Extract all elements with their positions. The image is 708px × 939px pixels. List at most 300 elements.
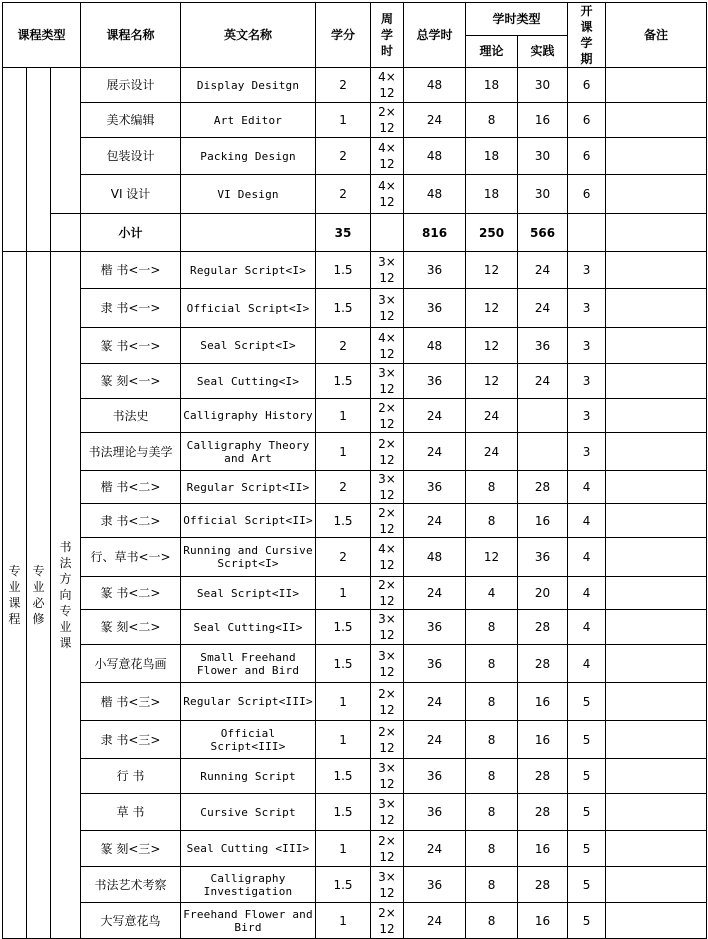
course-name: 篆 刻<三>: [81, 831, 181, 867]
course-weekly: [371, 289, 404, 328]
course-practice: 16: [518, 504, 568, 538]
course-practice: 28: [518, 471, 568, 504]
course-credit: 2: [316, 175, 371, 214]
course-weekly: [371, 68, 404, 103]
course-weekly: [371, 433, 404, 471]
weekly-bottom: 12: [379, 86, 395, 100]
header-theory: 理论: [466, 35, 518, 68]
course-practice: 28: [518, 759, 568, 794]
course-weekly: [371, 138, 404, 175]
table-row: [3, 759, 707, 794]
course-total: 24: [404, 433, 466, 471]
group-type: [3, 252, 27, 939]
course-weekly: [371, 471, 404, 504]
course-practice: 36: [518, 328, 568, 364]
course-name: 隶 书<二>: [81, 504, 181, 538]
course-name: 楷 书<三>: [81, 683, 181, 721]
weekly-bottom: 12: [379, 594, 395, 608]
course-total: 48: [404, 68, 466, 103]
table-row: [3, 103, 707, 138]
course-weekly: [371, 831, 404, 867]
weekly-bottom: 12: [379, 346, 395, 361]
course-english: Seal Cutting<I>: [181, 364, 316, 399]
top-type-cell: [3, 68, 27, 252]
weekly-top: 2×: [378, 105, 396, 119]
table-row: [3, 577, 707, 610]
table-row: [3, 683, 707, 721]
course-remark: [606, 504, 707, 538]
header-remark: 备注: [606, 3, 707, 68]
course-total: 48: [404, 538, 466, 577]
course-semester: 4: [568, 577, 606, 610]
course-weekly: [371, 610, 404, 645]
course-total: 36: [404, 794, 466, 831]
course-name: 楷 书<一>: [81, 252, 181, 289]
course-name: VI 设计: [81, 175, 181, 214]
course-theory: 8: [466, 867, 518, 903]
weekly-bottom: 12: [379, 777, 395, 791]
course-total: 24: [404, 721, 466, 759]
vertical-char: 专: [59, 604, 72, 618]
course-theory: 8: [466, 683, 518, 721]
course-theory: 8: [466, 610, 518, 645]
course-credit: 1: [316, 831, 371, 867]
table-row: [3, 645, 707, 683]
course-weekly: [371, 252, 404, 289]
vertical-char: 程: [8, 612, 21, 626]
table-row: [3, 903, 707, 939]
weekly-top: 3×: [378, 293, 396, 307]
vertical-char: 方: [59, 572, 72, 586]
course-semester: 3: [568, 433, 606, 471]
course-weekly: [371, 903, 404, 939]
course-total: 48: [404, 328, 466, 364]
table-row: [3, 289, 707, 328]
course-remark: [606, 364, 707, 399]
course-total: 24: [404, 399, 466, 433]
course-english: Running Script: [181, 759, 316, 794]
course-english: Regular Script<II>: [181, 471, 316, 504]
course-remark: [606, 399, 707, 433]
course-practice: 16: [518, 683, 568, 721]
course-weekly: [371, 645, 404, 683]
course-credit: 1.5: [316, 867, 371, 903]
top-direction-cell: [51, 68, 81, 214]
header-english: 英文名称: [181, 3, 316, 68]
vertical-char: 法: [59, 556, 72, 570]
course-credit: 1.5: [316, 504, 371, 538]
weekly-top: 2×: [378, 724, 396, 739]
course-weekly: [371, 794, 404, 831]
vertical-char: 学: [381, 28, 394, 42]
course-practice: 36: [518, 538, 568, 577]
course-theory: 8: [466, 504, 518, 538]
course-semester: 5: [568, 794, 606, 831]
course-english: Calligraphy Theory and Art: [181, 433, 316, 471]
course-credit: 1: [316, 903, 371, 939]
course-practice: 24: [518, 364, 568, 399]
subtotal-english: [181, 214, 316, 252]
course-practice: 24: [518, 289, 568, 328]
weekly-bottom: 12: [379, 416, 395, 431]
weekly-top: 3×: [378, 869, 396, 884]
course-total: 36: [404, 645, 466, 683]
course-english: Regular Script<I>: [181, 252, 316, 289]
course-semester: 3: [568, 252, 606, 289]
course-remark: [606, 903, 707, 939]
weekly-bottom: 12: [379, 271, 395, 285]
course-remark: [606, 68, 707, 103]
course-name: 行 书: [81, 759, 181, 794]
course-remark: [606, 289, 707, 328]
header-name: 课程名称: [81, 3, 181, 68]
course-credit: 2: [316, 138, 371, 175]
course-weekly: [371, 721, 404, 759]
subtotal-semester: [568, 214, 606, 252]
vertical-char: 课: [59, 636, 72, 650]
course-weekly: [371, 759, 404, 794]
table-row: [3, 538, 707, 577]
vertical-char: 专: [32, 564, 45, 578]
course-remark: [606, 577, 707, 610]
course-practice: 16: [518, 903, 568, 939]
course-semester: 4: [568, 471, 606, 504]
course-remark: [606, 433, 707, 471]
course-credit: 1: [316, 433, 371, 471]
course-remark: [606, 610, 707, 645]
table-row: [3, 175, 707, 214]
course-credit: 1: [316, 721, 371, 759]
table-row: [3, 328, 707, 364]
course-practice: 28: [518, 867, 568, 903]
course-name: 篆 刻<一>: [81, 364, 181, 399]
group-direction-text: [51, 539, 80, 651]
course-name: 草 书: [81, 794, 181, 831]
weekly-bottom: 12: [379, 558, 395, 572]
course-semester: 5: [568, 683, 606, 721]
course-english: Running and Cursive Script<I>: [181, 538, 316, 577]
course-weekly: [371, 867, 404, 903]
course-english: Regular Script<III>: [181, 683, 316, 721]
header-weekly-text: [371, 11, 403, 59]
course-total: 36: [404, 289, 466, 328]
course-english: Freehand Flower and Bird: [181, 903, 316, 939]
weekly-top: 2×: [378, 686, 396, 701]
table-row: [3, 831, 707, 867]
weekly-bottom: 12: [379, 921, 395, 936]
course-remark: [606, 328, 707, 364]
course-credit: 2: [316, 68, 371, 103]
course-remark: [606, 645, 707, 683]
vertical-char: 周: [381, 12, 394, 26]
course-total: 24: [404, 683, 466, 721]
subtotal-row: [3, 214, 707, 252]
course-semester: 5: [568, 721, 606, 759]
weekly-top: 2×: [378, 905, 396, 920]
course-name: 篆 书<二>: [81, 577, 181, 610]
weekly-top: 2×: [378, 578, 396, 592]
course-credit: 1: [316, 103, 371, 138]
weekly-top: 4×: [378, 542, 396, 556]
weekly-top: 4×: [378, 330, 396, 345]
table-row: [3, 867, 707, 903]
course-semester: 6: [568, 103, 606, 138]
course-practice: 24: [518, 252, 568, 289]
course-semester: 3: [568, 328, 606, 364]
course-semester: 5: [568, 903, 606, 939]
course-credit: 1: [316, 577, 371, 610]
course-name: 书法理论与美学: [81, 433, 181, 471]
course-remark: [606, 138, 707, 175]
table-row: [3, 68, 707, 103]
course-english: Cursive Script: [181, 794, 316, 831]
group-sub-text: [27, 563, 50, 627]
course-theory: 8: [466, 794, 518, 831]
course-theory: 12: [466, 289, 518, 328]
course-theory: 18: [466, 138, 518, 175]
course-semester: 5: [568, 867, 606, 903]
header-weekly: [371, 3, 404, 68]
course-practice: 20: [518, 577, 568, 610]
course-name: 大写意花鸟: [81, 903, 181, 939]
weekly-top: 2×: [378, 833, 396, 848]
course-theory: 12: [466, 252, 518, 289]
subtotal-weekly: [371, 214, 404, 252]
course-weekly: [371, 103, 404, 138]
course-theory: 18: [466, 175, 518, 214]
course-name: 篆 书<一>: [81, 328, 181, 364]
course-total: 24: [404, 831, 466, 867]
weekly-top: 3×: [378, 761, 396, 775]
course-name: 展示设计: [81, 68, 181, 103]
course-name: 篆 刻<二>: [81, 610, 181, 645]
vertical-char: 学: [580, 36, 593, 50]
table-row: [3, 364, 707, 399]
course-credit: 2: [316, 471, 371, 504]
weekly-bottom: 12: [379, 382, 395, 396]
weekly-bottom: 12: [379, 849, 395, 864]
weekly-top: 4×: [378, 179, 396, 193]
course-total: 48: [404, 138, 466, 175]
course-total: 36: [404, 252, 466, 289]
weekly-bottom: 12: [379, 628, 395, 642]
course-theory: 24: [466, 433, 518, 471]
course-name: 隶 书<一>: [81, 289, 181, 328]
course-total: 36: [404, 471, 466, 504]
course-weekly: [371, 364, 404, 399]
weekly-bottom: 12: [379, 309, 395, 323]
course-theory: 12: [466, 538, 518, 577]
course-english: VI Design: [181, 175, 316, 214]
weekly-top: 3×: [378, 366, 396, 380]
vertical-char: 业: [32, 580, 45, 594]
course-remark: [606, 252, 707, 289]
table-row: [3, 252, 707, 289]
course-semester: 5: [568, 759, 606, 794]
course-credit: 1: [316, 683, 371, 721]
header-type: 课程类型: [3, 3, 81, 68]
course-semester: 6: [568, 175, 606, 214]
table-row: [3, 794, 707, 831]
course-english: Official Script<I>: [181, 289, 316, 328]
vertical-char: 业: [8, 580, 21, 594]
weekly-top: 2×: [378, 436, 396, 451]
course-english: Official Script<III>: [181, 721, 316, 759]
course-theory: 8: [466, 831, 518, 867]
course-credit: 2: [316, 328, 371, 364]
weekly-top: 3×: [378, 648, 396, 663]
subtotal-remark: [606, 214, 707, 252]
weekly-top: 4×: [378, 141, 396, 155]
table-row: [3, 138, 707, 175]
weekly-bottom: 12: [379, 121, 395, 135]
weekly-bottom: 12: [379, 195, 395, 209]
subtotal-direction-cell: [51, 214, 81, 252]
course-theory: 4: [466, 577, 518, 610]
vertical-char: 课: [8, 596, 21, 610]
table-row: [3, 610, 707, 645]
table-row: [3, 471, 707, 504]
course-weekly: [371, 538, 404, 577]
vertical-char: 开: [580, 4, 593, 18]
course-english: Calligraphy Investigation: [181, 867, 316, 903]
course-english: Display Desitgn: [181, 68, 316, 103]
vertical-char: 修: [32, 612, 45, 626]
vertical-char: 课: [580, 20, 593, 34]
course-semester: 3: [568, 364, 606, 399]
weekly-bottom: 12: [379, 813, 395, 827]
group-sub: [27, 252, 51, 939]
course-practice: 30: [518, 175, 568, 214]
course-remark: [606, 103, 707, 138]
course-remark: [606, 721, 707, 759]
table-row: [3, 721, 707, 759]
course-practice: 16: [518, 103, 568, 138]
course-name: 包装设计: [81, 138, 181, 175]
weekly-top: 2×: [378, 505, 396, 520]
subtotal-practice: 566: [518, 214, 568, 252]
course-english: Art Editor: [181, 103, 316, 138]
course-name: 楷 书<二>: [81, 471, 181, 504]
course-english: Seal Script<II>: [181, 577, 316, 610]
course-semester: 3: [568, 289, 606, 328]
course-theory: 8: [466, 471, 518, 504]
weekly-bottom: 12: [379, 521, 395, 536]
course-name: 行、草书<一>: [81, 538, 181, 577]
course-semester: 4: [568, 538, 606, 577]
course-total: 36: [404, 759, 466, 794]
course-total: 48: [404, 175, 466, 214]
vertical-char: 必: [32, 596, 45, 610]
course-weekly: [371, 328, 404, 364]
course-credit: 1.5: [316, 794, 371, 831]
course-remark: [606, 175, 707, 214]
vertical-char: 时: [381, 44, 394, 58]
course-credit: 1: [316, 399, 371, 433]
course-practice: 16: [518, 721, 568, 759]
course-practice: 16: [518, 831, 568, 867]
course-semester: 3: [568, 399, 606, 433]
weekly-bottom: 12: [379, 740, 395, 755]
table-row: [3, 433, 707, 471]
course-english: Seal Cutting<II>: [181, 610, 316, 645]
course-credit: 2: [316, 538, 371, 577]
course-remark: [606, 538, 707, 577]
course-english: Packing Design: [181, 138, 316, 175]
weekly-top: 4×: [378, 70, 396, 84]
subtotal-label: 小计: [81, 214, 181, 252]
course-practice: 30: [518, 68, 568, 103]
weekly-top: 2×: [378, 400, 396, 415]
course-practice: [518, 433, 568, 471]
course-theory: 8: [466, 645, 518, 683]
weekly-bottom: 12: [379, 452, 395, 467]
weekly-bottom: 12: [379, 664, 395, 679]
course-semester: 4: [568, 645, 606, 683]
course-semester: 4: [568, 610, 606, 645]
course-credit: 1.5: [316, 759, 371, 794]
course-credit: 1.5: [316, 289, 371, 328]
table-row: [3, 504, 707, 538]
course-credit: 1.5: [316, 364, 371, 399]
course-remark: [606, 759, 707, 794]
course-total: 24: [404, 504, 466, 538]
header-semester: [568, 3, 606, 68]
subtotal-credit: 35: [316, 214, 371, 252]
course-theory: 8: [466, 103, 518, 138]
course-total: 24: [404, 103, 466, 138]
course-total: 24: [404, 903, 466, 939]
weekly-top: 3×: [378, 255, 396, 269]
table-row: [3, 399, 707, 433]
course-name: 隶 书<三>: [81, 721, 181, 759]
top-sub-cell: [27, 68, 51, 252]
course-weekly: [371, 175, 404, 214]
vertical-char: 向: [59, 588, 72, 602]
course-remark: [606, 471, 707, 504]
course-weekly: [371, 504, 404, 538]
course-theory: 24: [466, 399, 518, 433]
course-english: Official Script<II>: [181, 504, 316, 538]
course-semester: 4: [568, 504, 606, 538]
course-total: 36: [404, 364, 466, 399]
course-semester: 6: [568, 138, 606, 175]
course-theory: 8: [466, 759, 518, 794]
course-practice: 28: [518, 610, 568, 645]
course-theory: 8: [466, 721, 518, 759]
course-weekly: [371, 577, 404, 610]
course-theory: 18: [466, 68, 518, 103]
course-total: 24: [404, 577, 466, 610]
header-total: 总学时: [404, 3, 466, 68]
course-semester: 5: [568, 831, 606, 867]
group-direction: [51, 252, 81, 939]
weekly-bottom: 12: [379, 157, 395, 171]
weekly-bottom: 12: [379, 702, 395, 717]
course-credit: 1.5: [316, 610, 371, 645]
course-total: 36: [404, 867, 466, 903]
course-total: 36: [404, 610, 466, 645]
weekly-top: 3×: [378, 612, 396, 626]
course-name: 书法史: [81, 399, 181, 433]
course-credit: 1.5: [316, 645, 371, 683]
course-practice: 28: [518, 794, 568, 831]
course-name: 美术编辑: [81, 103, 181, 138]
group-type-text: [3, 563, 26, 627]
weekly-bottom: 12: [379, 488, 395, 502]
header-hour-type: 学时类型: [466, 3, 568, 36]
weekly-bottom: 12: [379, 885, 395, 900]
